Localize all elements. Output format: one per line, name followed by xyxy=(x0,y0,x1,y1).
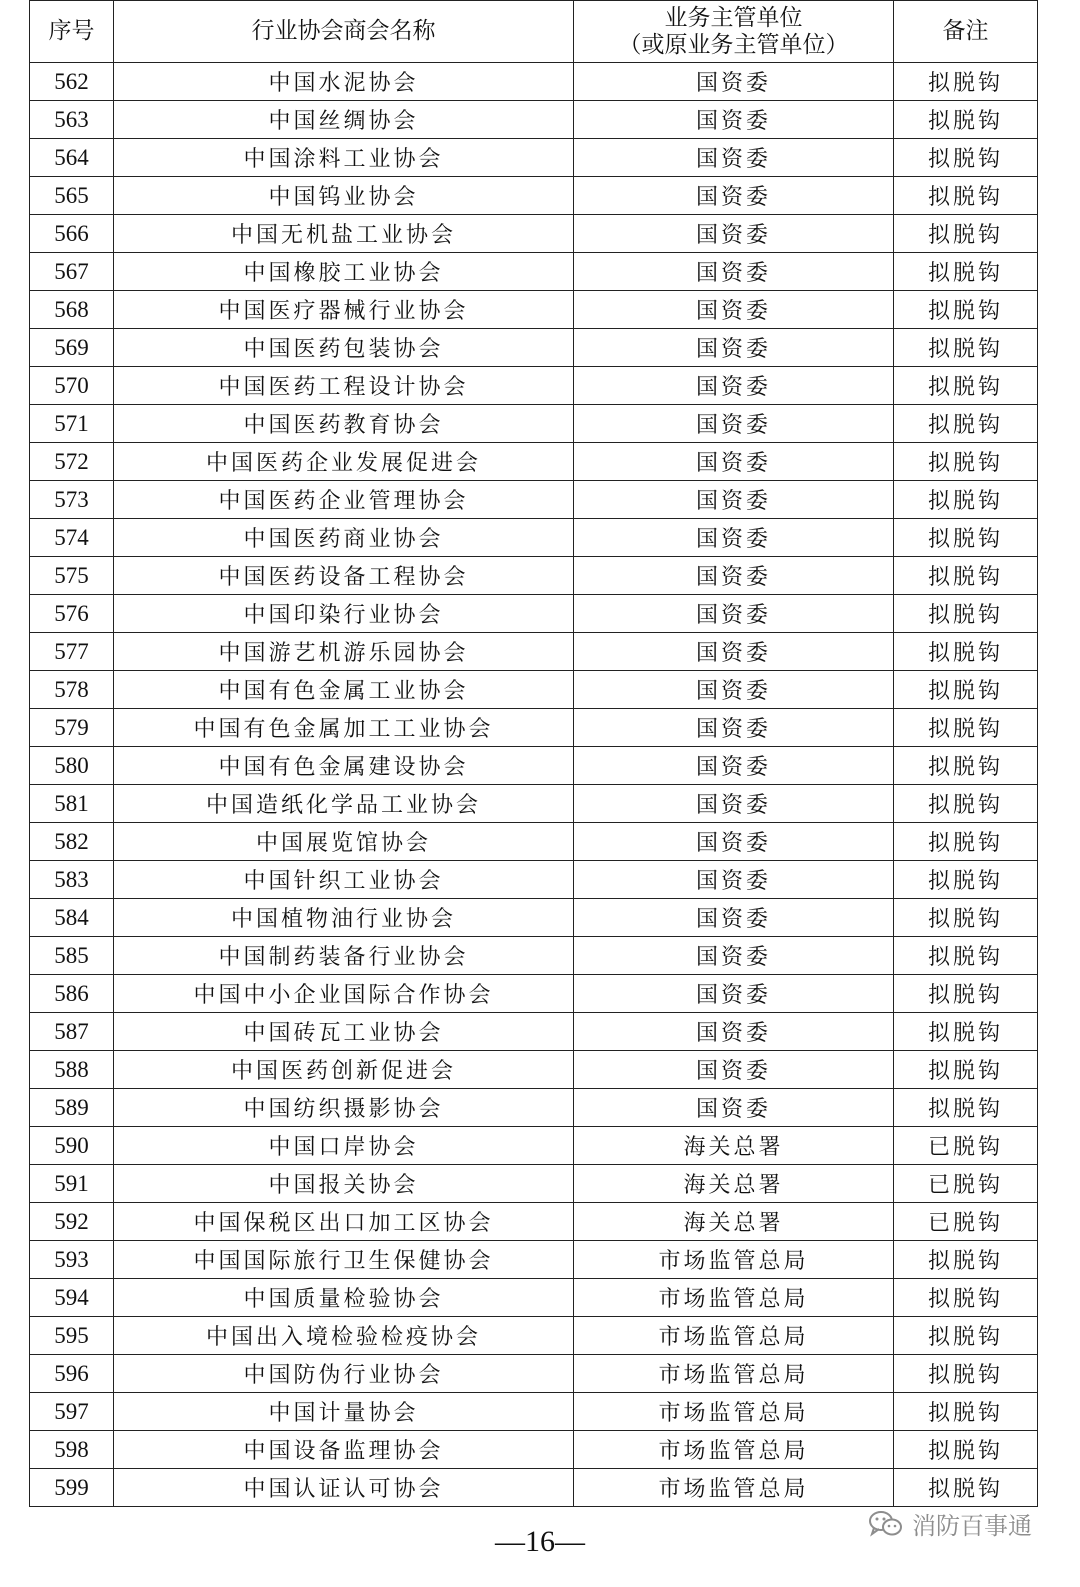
row-number: 588 xyxy=(30,1051,114,1089)
remark: 拟脱钩 xyxy=(894,709,1038,747)
remark: 拟脱钩 xyxy=(894,633,1038,671)
supervising-dept: 市场监管总局 xyxy=(574,1317,894,1355)
remark: 拟脱钩 xyxy=(894,291,1038,329)
table-row xyxy=(30,1355,1038,1393)
association-name: 中国口岸协会 xyxy=(114,1127,574,1165)
association-name: 中国医药创新促进会 xyxy=(114,1051,574,1089)
supervising-dept: 市场监管总局 xyxy=(574,1241,894,1279)
association-name: 中国医药工程设计协会 xyxy=(114,367,574,405)
table-row xyxy=(30,253,1038,291)
supervising-dept: 国资委 xyxy=(574,671,894,709)
table-row xyxy=(30,1013,1038,1051)
association-name: 中国橡胶工业协会 xyxy=(114,253,574,291)
row-number: 563 xyxy=(30,101,114,139)
association-name: 中国无机盐工业协会 xyxy=(114,215,574,253)
supervising-dept: 国资委 xyxy=(574,215,894,253)
table-row xyxy=(30,405,1038,443)
remark: 已脱钩 xyxy=(894,1165,1038,1203)
table-row xyxy=(30,1279,1038,1317)
supervising-dept: 国资委 xyxy=(574,595,894,633)
row-number: 584 xyxy=(30,899,114,937)
row-number: 570 xyxy=(30,367,114,405)
supervising-dept: 国资委 xyxy=(574,101,894,139)
association-name: 中国医疗器械行业协会 xyxy=(114,291,574,329)
row-number: 585 xyxy=(30,937,114,975)
watermark-text: 消防百事通 xyxy=(912,1512,1032,1540)
remark: 拟脱钩 xyxy=(894,215,1038,253)
supervising-dept: 国资委 xyxy=(574,861,894,899)
table-row xyxy=(30,785,1038,823)
remark: 拟脱钩 xyxy=(894,101,1038,139)
header-name: 行业协会商会名称 xyxy=(114,1,574,63)
table-row xyxy=(30,937,1038,975)
table-row xyxy=(30,671,1038,709)
table-row xyxy=(30,1317,1038,1355)
row-number: 595 xyxy=(30,1317,114,1355)
remark: 拟脱钩 xyxy=(894,443,1038,481)
row-number: 597 xyxy=(30,1393,114,1431)
header-note: 备注 xyxy=(894,1,1038,63)
remark: 拟脱钩 xyxy=(894,253,1038,291)
row-number: 577 xyxy=(30,633,114,671)
association-name: 中国有色金属工业协会 xyxy=(114,671,574,709)
supervising-dept: 市场监管总局 xyxy=(574,1393,894,1431)
table-row xyxy=(30,63,1038,101)
association-name: 中国有色金属加工工业协会 xyxy=(114,709,574,747)
association-name: 中国防伪行业协会 xyxy=(114,1355,574,1393)
row-number: 568 xyxy=(30,291,114,329)
supervising-dept: 海关总署 xyxy=(574,1127,894,1165)
association-name: 中国钨业协会 xyxy=(114,177,574,215)
association-name: 中国出入境检验检疫协会 xyxy=(114,1317,574,1355)
remark: 拟脱钩 xyxy=(894,1089,1038,1127)
table-row xyxy=(30,291,1038,329)
table-row xyxy=(30,367,1038,405)
row-number: 586 xyxy=(30,975,114,1013)
row-number: 583 xyxy=(30,861,114,899)
supervising-dept: 国资委 xyxy=(574,633,894,671)
association-name: 中国设备监理协会 xyxy=(114,1431,574,1469)
supervising-dept: 市场监管总局 xyxy=(574,1469,894,1507)
remark: 拟脱钩 xyxy=(894,671,1038,709)
association-name: 中国计量协会 xyxy=(114,1393,574,1431)
remark: 拟脱钩 xyxy=(894,1279,1038,1317)
wechat-icon xyxy=(868,1509,904,1539)
remark: 已脱钩 xyxy=(894,1127,1038,1165)
association-table xyxy=(29,0,1038,1507)
watermark xyxy=(868,1506,1032,1541)
supervising-dept: 国资委 xyxy=(574,329,894,367)
row-number: 579 xyxy=(30,709,114,747)
remark: 拟脱钩 xyxy=(894,823,1038,861)
association-name: 中国展览馆协会 xyxy=(114,823,574,861)
header-seq: 序号 xyxy=(30,1,114,63)
header-dept-line1: 业务主管单位 xyxy=(664,4,803,31)
remark: 拟脱钩 xyxy=(894,367,1038,405)
supervising-dept: 国资委 xyxy=(574,823,894,861)
table-row xyxy=(30,1127,1038,1165)
association-name: 中国保税区出口加工区协会 xyxy=(114,1203,574,1241)
association-name: 中国医药设备工程协会 xyxy=(114,557,574,595)
row-number: 562 xyxy=(30,63,114,101)
table-row xyxy=(30,1165,1038,1203)
supervising-dept: 国资委 xyxy=(574,709,894,747)
row-number: 564 xyxy=(30,139,114,177)
association-name: 中国印染行业协会 xyxy=(114,595,574,633)
remark: 拟脱钩 xyxy=(894,1431,1038,1469)
header-dept xyxy=(574,1,894,63)
supervising-dept: 国资委 xyxy=(574,1089,894,1127)
association-name: 中国医药商业协会 xyxy=(114,519,574,557)
association-name: 中国医药教育协会 xyxy=(114,405,574,443)
remark: 拟脱钩 xyxy=(894,1013,1038,1051)
association-name: 中国医药企业管理协会 xyxy=(114,481,574,519)
row-number: 591 xyxy=(30,1165,114,1203)
row-number: 566 xyxy=(30,215,114,253)
supervising-dept: 国资委 xyxy=(574,63,894,101)
association-name: 中国涂料工业协会 xyxy=(114,139,574,177)
association-name: 中国水泥协会 xyxy=(114,63,574,101)
remark: 拟脱钩 xyxy=(894,139,1038,177)
table-row xyxy=(30,1089,1038,1127)
table-row xyxy=(30,975,1038,1013)
remark: 拟脱钩 xyxy=(894,1241,1038,1279)
table-row xyxy=(30,823,1038,861)
row-number: 596 xyxy=(30,1355,114,1393)
remark: 拟脱钩 xyxy=(894,405,1038,443)
supervising-dept: 国资委 xyxy=(574,291,894,329)
association-name: 中国有色金属建设协会 xyxy=(114,747,574,785)
row-number: 581 xyxy=(30,785,114,823)
association-name: 中国中小企业国际合作协会 xyxy=(114,975,574,1013)
remark: 拟脱钩 xyxy=(894,519,1038,557)
table-row xyxy=(30,101,1038,139)
supervising-dept: 国资委 xyxy=(574,1051,894,1089)
supervising-dept: 国资委 xyxy=(574,177,894,215)
supervising-dept: 海关总署 xyxy=(574,1203,894,1241)
association-name: 中国质量检验协会 xyxy=(114,1279,574,1317)
association-name: 中国丝绸协会 xyxy=(114,101,574,139)
header-dept-line2: （或原业务主管单位） xyxy=(618,31,849,58)
remark: 拟脱钩 xyxy=(894,177,1038,215)
row-number: 578 xyxy=(30,671,114,709)
remark: 拟脱钩 xyxy=(894,557,1038,595)
supervising-dept: 国资委 xyxy=(574,747,894,785)
supervising-dept: 国资委 xyxy=(574,937,894,975)
row-number: 592 xyxy=(30,1203,114,1241)
row-number: 593 xyxy=(30,1241,114,1279)
remark: 拟脱钩 xyxy=(894,975,1038,1013)
table-row xyxy=(30,861,1038,899)
table-header-row xyxy=(30,1,1038,63)
row-number: 574 xyxy=(30,519,114,557)
supervising-dept: 国资委 xyxy=(574,899,894,937)
supervising-dept: 市场监管总局 xyxy=(574,1279,894,1317)
row-number: 594 xyxy=(30,1279,114,1317)
supervising-dept: 国资委 xyxy=(574,367,894,405)
row-number: 580 xyxy=(30,747,114,785)
remark: 拟脱钩 xyxy=(894,329,1038,367)
association-name: 中国医药企业发展促进会 xyxy=(114,443,574,481)
remark: 拟脱钩 xyxy=(894,937,1038,975)
association-name: 中国报关协会 xyxy=(114,1165,574,1203)
row-number: 598 xyxy=(30,1431,114,1469)
table-row xyxy=(30,1431,1038,1469)
row-number: 569 xyxy=(30,329,114,367)
remark: 拟脱钩 xyxy=(894,63,1038,101)
row-number: 572 xyxy=(30,443,114,481)
row-number: 567 xyxy=(30,253,114,291)
supervising-dept: 国资委 xyxy=(574,1013,894,1051)
row-number: 571 xyxy=(30,405,114,443)
association-name: 中国植物油行业协会 xyxy=(114,899,574,937)
remark: 拟脱钩 xyxy=(894,595,1038,633)
remark: 拟脱钩 xyxy=(894,1355,1038,1393)
table-row xyxy=(30,443,1038,481)
association-name: 中国砖瓦工业协会 xyxy=(114,1013,574,1051)
row-number: 576 xyxy=(30,595,114,633)
remark: 拟脱钩 xyxy=(894,1051,1038,1089)
supervising-dept: 国资委 xyxy=(574,557,894,595)
table-row xyxy=(30,1393,1038,1431)
association-name: 中国国际旅行卫生保健协会 xyxy=(114,1241,574,1279)
remark: 拟脱钩 xyxy=(894,785,1038,823)
remark: 拟脱钩 xyxy=(894,1469,1038,1507)
table-body xyxy=(30,63,1038,1507)
supervising-dept: 国资委 xyxy=(574,253,894,291)
remark: 拟脱钩 xyxy=(894,481,1038,519)
supervising-dept: 国资委 xyxy=(574,139,894,177)
table-row xyxy=(30,595,1038,633)
table-row xyxy=(30,139,1038,177)
row-number: 589 xyxy=(30,1089,114,1127)
supervising-dept: 国资委 xyxy=(574,443,894,481)
page-number: —16— xyxy=(495,1525,585,1558)
table-row xyxy=(30,557,1038,595)
row-number: 590 xyxy=(30,1127,114,1165)
association-name: 中国针织工业协会 xyxy=(114,861,574,899)
row-number: 575 xyxy=(30,557,114,595)
supervising-dept: 国资委 xyxy=(574,405,894,443)
row-number: 582 xyxy=(30,823,114,861)
remark: 拟脱钩 xyxy=(894,861,1038,899)
row-number: 565 xyxy=(30,177,114,215)
table-row xyxy=(30,215,1038,253)
association-name: 中国医药包装协会 xyxy=(114,329,574,367)
table-row xyxy=(30,1241,1038,1279)
remark: 拟脱钩 xyxy=(894,747,1038,785)
table-row xyxy=(30,899,1038,937)
supervising-dept: 国资委 xyxy=(574,519,894,557)
remark: 已脱钩 xyxy=(894,1203,1038,1241)
supervising-dept: 国资委 xyxy=(574,975,894,1013)
supervising-dept: 国资委 xyxy=(574,481,894,519)
association-name: 中国制药装备行业协会 xyxy=(114,937,574,975)
table-row xyxy=(30,481,1038,519)
supervising-dept: 市场监管总局 xyxy=(574,1431,894,1469)
table-row xyxy=(30,1203,1038,1241)
table-row xyxy=(30,747,1038,785)
row-number: 599 xyxy=(30,1469,114,1507)
supervising-dept: 市场监管总局 xyxy=(574,1355,894,1393)
table-row xyxy=(30,177,1038,215)
remark: 拟脱钩 xyxy=(894,1317,1038,1355)
table-row xyxy=(30,519,1038,557)
association-name: 中国认证认可协会 xyxy=(114,1469,574,1507)
remark: 拟脱钩 xyxy=(894,899,1038,937)
table-row xyxy=(30,709,1038,747)
row-number: 573 xyxy=(30,481,114,519)
row-number: 587 xyxy=(30,1013,114,1051)
table-row xyxy=(30,1469,1038,1507)
supervising-dept: 国资委 xyxy=(574,785,894,823)
association-name: 中国游艺机游乐园协会 xyxy=(114,633,574,671)
table-row xyxy=(30,1051,1038,1089)
association-name: 中国纺织摄影协会 xyxy=(114,1089,574,1127)
supervising-dept: 海关总署 xyxy=(574,1165,894,1203)
table-row xyxy=(30,633,1038,671)
association-name: 中国造纸化学品工业协会 xyxy=(114,785,574,823)
table-row xyxy=(30,329,1038,367)
remark: 拟脱钩 xyxy=(894,1393,1038,1431)
